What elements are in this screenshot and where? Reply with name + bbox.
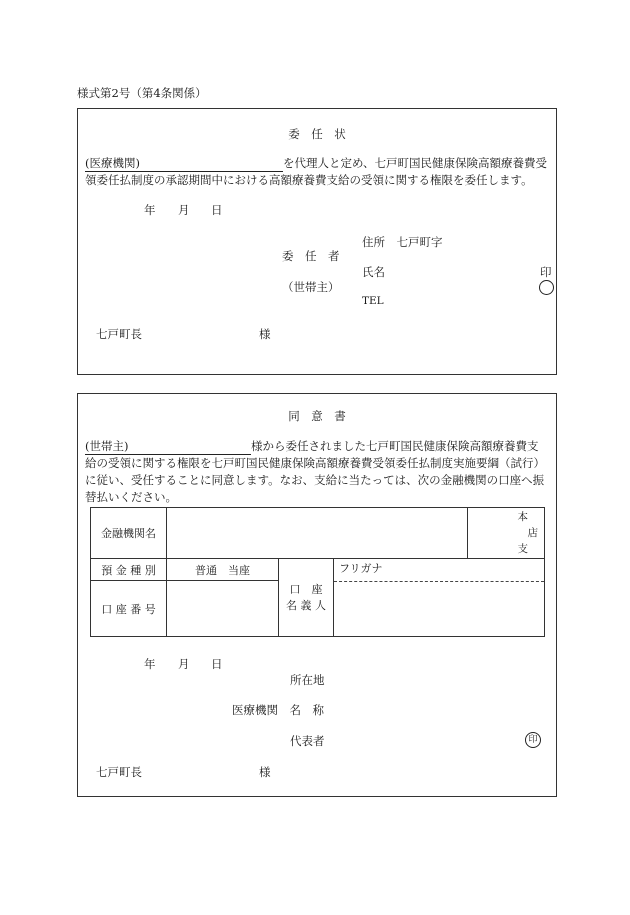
- tel-label: TEL: [362, 295, 384, 307]
- delegation-body-line1: [85, 155, 547, 172]
- delegation-section: [77, 108, 557, 375]
- delegation-title: 委 任 状: [288, 127, 346, 141]
- institution-name-label: 金融機関名: [101, 527, 156, 540]
- consent-body-rest: 給の受領に関する権限を七戸町国民健康保険高額療養費受領委任払制度実施要綱（試行）に従い、受任することに同意します。なお、支給に当たっては、次の金融機関の口座へ振替払いください。: [85, 456, 545, 504]
- delegation-date-year: 年: [144, 203, 156, 217]
- account-holder-label-1: 口 座: [289, 582, 323, 596]
- institution-name-cell: [91, 508, 167, 559]
- institution-label: (医療機関): [85, 156, 140, 170]
- delegation-body-line2: 領委任払制度の承認期間中における高額療養費支給の受領に関する権限を委任します。: [85, 173, 533, 187]
- seal-stamp-icon: 印: [525, 732, 541, 748]
- account-number-value[interactable]: [167, 581, 279, 637]
- delegation-text-1: を代理人と定め、七戸町国民健康保険高額療養費受: [283, 156, 548, 170]
- delegation-honorific: 様: [259, 327, 271, 341]
- deposit-type-cell: [91, 559, 167, 581]
- consent-date-month: 月: [178, 657, 190, 671]
- deposit-type-value-cell[interactable]: [167, 559, 279, 581]
- consent-honorific: 様: [259, 765, 271, 779]
- householder-label: （世帯主）: [282, 280, 340, 294]
- householder-blank: [85, 438, 251, 455]
- name-label: 氏名: [362, 265, 385, 279]
- institution-name-value[interactable]: [167, 508, 468, 559]
- delegation-date-month: 月: [178, 203, 190, 217]
- furigana-label: フリガナ: [339, 562, 383, 575]
- representative-label: 代表者: [290, 734, 325, 748]
- consent-date-day: 日: [211, 657, 223, 671]
- institution-name-label-line: 医療機関 名 称: [232, 703, 324, 717]
- consent-mayor-label: 七戸町長: [96, 765, 142, 779]
- branch-sub-label: 支: [517, 543, 528, 555]
- furigana-row: [334, 559, 544, 582]
- seal-circle-icon: [539, 280, 554, 295]
- delegation-mayor-label: 七戸町長: [96, 327, 142, 341]
- deposit-type-label: 預 金 種 別: [101, 563, 156, 577]
- account-holder-cell: [279, 559, 334, 637]
- consent-text-1: 様から委任されました七戸町国民健康保険高額療養費支: [251, 439, 539, 453]
- address-label: 住所 七戸町字: [362, 235, 443, 249]
- seal-label: 印: [540, 265, 552, 279]
- account-number-label: 口 座 番 号: [101, 602, 156, 616]
- deposit-type-value: 普通 当座: [195, 563, 250, 577]
- delegator-label: 委 任 者: [282, 249, 340, 263]
- consent-body-line1: [85, 438, 539, 455]
- consent-date-year: 年: [144, 657, 156, 671]
- account-holder-value-cell[interactable]: [334, 559, 545, 637]
- form-number: 様式第2号（第4条関係）: [77, 86, 207, 100]
- location-label: 所在地: [290, 673, 325, 687]
- branch-store-label: 店: [527, 527, 538, 539]
- account-number-cell: [91, 581, 167, 637]
- bank-account-table: [90, 507, 545, 637]
- account-holder-label-2: 名 義 人: [286, 598, 326, 612]
- branch-cell: [468, 508, 545, 559]
- consent-title: 同 意 書: [288, 409, 346, 423]
- delegation-date-day: 日: [211, 203, 223, 217]
- consent-householder-label: (世帯主): [85, 439, 129, 453]
- institution-blank: [85, 155, 283, 172]
- branch-main-label: 本: [517, 511, 528, 523]
